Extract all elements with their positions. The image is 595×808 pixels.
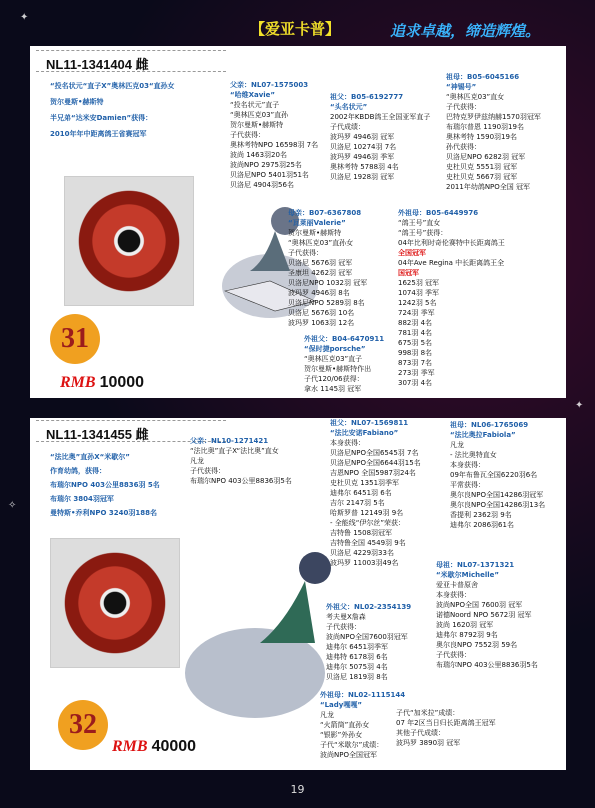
desc-line: 2010年年中距离鸽王省赛冠军 bbox=[50, 130, 147, 138]
dam-sire-block: 外祖父：NL02-2354139 考夫曼X詹森 子代获得： 波尚NPO全国7600羽冠军 迪弗尔 6451羽季军 迪弗特 6178羽 6名 迪弗尔 5075羽 4名 贝洛尼 1819羽 8名 bbox=[326, 603, 412, 681]
page-number: 19 bbox=[290, 783, 305, 796]
eye-photo bbox=[50, 538, 180, 668]
desc-block: “法比奥”直孙X“米歇尔” 作育幼鸽，获得： 布瑞尔NPO 403公里8836羽 5名 布瑞尔 3804羽冠军 曼特斯•乔利NPO 3240羽188名 bbox=[50, 453, 160, 517]
sire-block: 父亲：NL07-1575003 “哈维Xavie” “投名状元”直子 “奥林匹克03”直孙 贺尔曼斯•赫斯特 子代获得： 奥林考特NPO 16598羽 7名 波尚 1463羽20名 波尚NPO 2975羽25名 贝洛尼NPO 5401羽51名 贝洛尼 4904羽56名 bbox=[230, 81, 319, 189]
dam-block: 母祖：NL07-1371321 “米歇尔Michelle” 爱亚卡普原舍 本身获得： 波尚NPO全国 7600羽 冠军 诺德Noord NPO 5672羽 冠军 波尚 1620羽 冠军 迪弗尔 8792羽 9名 奥尔良NPO 7552羽 59名 子代获得： 布瑞尔NPO 403公里8836羽5名 bbox=[436, 561, 538, 669]
offspring-block: 子代“加米拉”成绩： 07 年2区当日归长距离鸽王冠军 其他子代成绩： 波玛罗 3890羽 冠军 bbox=[396, 709, 496, 747]
pigeon-panel-31 bbox=[30, 46, 566, 398]
dam-sire-block: 外祖父：B04-6470911 “保时捷porsche” “奥林匹克03”直子 贺尔曼斯•赫斯特作出 子代120/06获得： 拿水 1145羽 冠军 bbox=[304, 335, 385, 393]
desc-line: 贺尔曼斯•赫斯特 bbox=[50, 98, 104, 106]
pigeon-photo bbox=[165, 543, 335, 743]
grandsire-block: 祖父：NL07-1569811 “法比安诺Fabiano” 本身获得： 贝洛尼NPO全国6545羽 7名 贝洛尼NPO全国6644羽15名 吉恩NPO 全国5987羽24名 史杜贝克 1351羽季军 迪弗尔 6451羽 6名 吉尔 2147羽 5名 哈斯罗普 12149羽 9名 - 全能线“伊尔丝”荣获： 吉特鲁 1508羽冠军 吉特鲁全国 4549羽 9名 贝洛尼 4229羽33名 波玛罗 11003羽49名 bbox=[330, 419, 421, 567]
lot-number-badge: 31 bbox=[50, 314, 100, 364]
price-label bbox=[112, 738, 196, 756]
dam-block: 母亲：B07-6367808 “瓦莱丽Valerie” 贺尔曼斯•赫斯特 “奥林匹克03”直孙女 子代获得： 贝洛尼 5676羽 冠军 圣康坦 4262羽 冠军 贝洛尼NPO 1032羽 冠军 波玛罗 4946羽 8名 贝洛尼NPO 5289羽 8名 贝洛尼 5676羽 10名 波玛罗 1063羽 12名 bbox=[288, 209, 368, 327]
lot-number-badge: 32 bbox=[58, 700, 108, 750]
sparkle: ✦ bbox=[575, 400, 584, 411]
desc-line: 半兄弟“达米安Damien”获得： bbox=[50, 114, 153, 122]
sire-block: 父亲：NL10-1271421 “法比奥”直子X“法比奥”直女 凡龙 子代获得： 布瑞尔NPO 403公里8836羽5名 bbox=[190, 437, 292, 485]
sparkle: ✦ bbox=[20, 12, 29, 23]
brand-title: 【爱亚卡普】 bbox=[250, 20, 341, 38]
eye-photo bbox=[64, 176, 194, 306]
pigeon-id-title: NL11-1341455 雌 bbox=[36, 420, 226, 442]
price-label bbox=[60, 374, 144, 392]
pigeon-id-title: NL11-1341404 雌 bbox=[36, 50, 226, 72]
currency-label: RMB bbox=[112, 738, 148, 755]
slogan: 追求卓越，缔造辉煌。 bbox=[390, 22, 541, 40]
pigeon-panel-32 bbox=[30, 418, 566, 770]
currency-label: RMB bbox=[60, 374, 96, 391]
grandsire-block: 祖父：B05-6192777 “头名状元” 2002年KBDB鸽王全国亚军直子 子代成绩： 波玛罗 4946羽 冠军 贝洛尼 10274羽 7名 波玛罗 4946羽 季军 奥林考特 5788羽 4名 贝洛尼 1928羽 冠军 bbox=[330, 93, 431, 181]
granddam-block: 祖母：B05-6045166 “神锡号” “奥林匹克03”直女 子代获得： 巴特克罗伊兹纳赫1570羽冠军 布瑞尔普恩 1190羽19名 奥林考特 1590羽19名 孙代获得： 贝洛尼NPO 6282羽 冠军 史杜贝克 5551羽 冠军 史杜贝克 5667羽 冠军 2011年幼鸽NPO全国 冠军 bbox=[446, 73, 541, 191]
desc-block bbox=[50, 78, 175, 142]
dam-dam-block: 外祖母：B05-6449976 “鸽王号”直女 “鸽王号”获得： 04年比利时奇伦赛特中长距离鸽王 全国冠军 04年Ave Regina 中长距离鸽王全 国冠军 1625羽 冠军 1074羽 季军 1242羽 5名 724羽 季军 882羽 4名 781羽 4名 675羽 5名 998羽 8名 873羽 7名 273羽 季军 307羽 4名 bbox=[398, 209, 505, 387]
price-value: 40000 bbox=[151, 738, 197, 755]
dam-dam-block: 外祖母：NL02-1115144 “Lady嘎嘎” 凡龙 “火箭筒”直孙女 “银影”外孙女 子代“米歇尔”成绩： 波尚NPO全国冠军 bbox=[320, 691, 406, 759]
header bbox=[0, 0, 595, 50]
desc-line: “投名状元“直子X”奥林匹克03“直孙女 bbox=[50, 82, 175, 90]
granddam-block: 祖母：NL06-1765069 “法比奥拉Fabiola” 凡龙 - 法比奥特直女 本身获得： 09年布鲁瓦全国6220羽6名 平常获得： 奥尔良NPO全国14286羽冠军 奥尔良NPO全国14286羽13名 香提利 2362羽 9名 迪弗尔 2086羽61名 bbox=[450, 421, 546, 529]
sparkle: ✧ bbox=[8, 500, 17, 511]
price-value: 10000 bbox=[99, 374, 145, 391]
